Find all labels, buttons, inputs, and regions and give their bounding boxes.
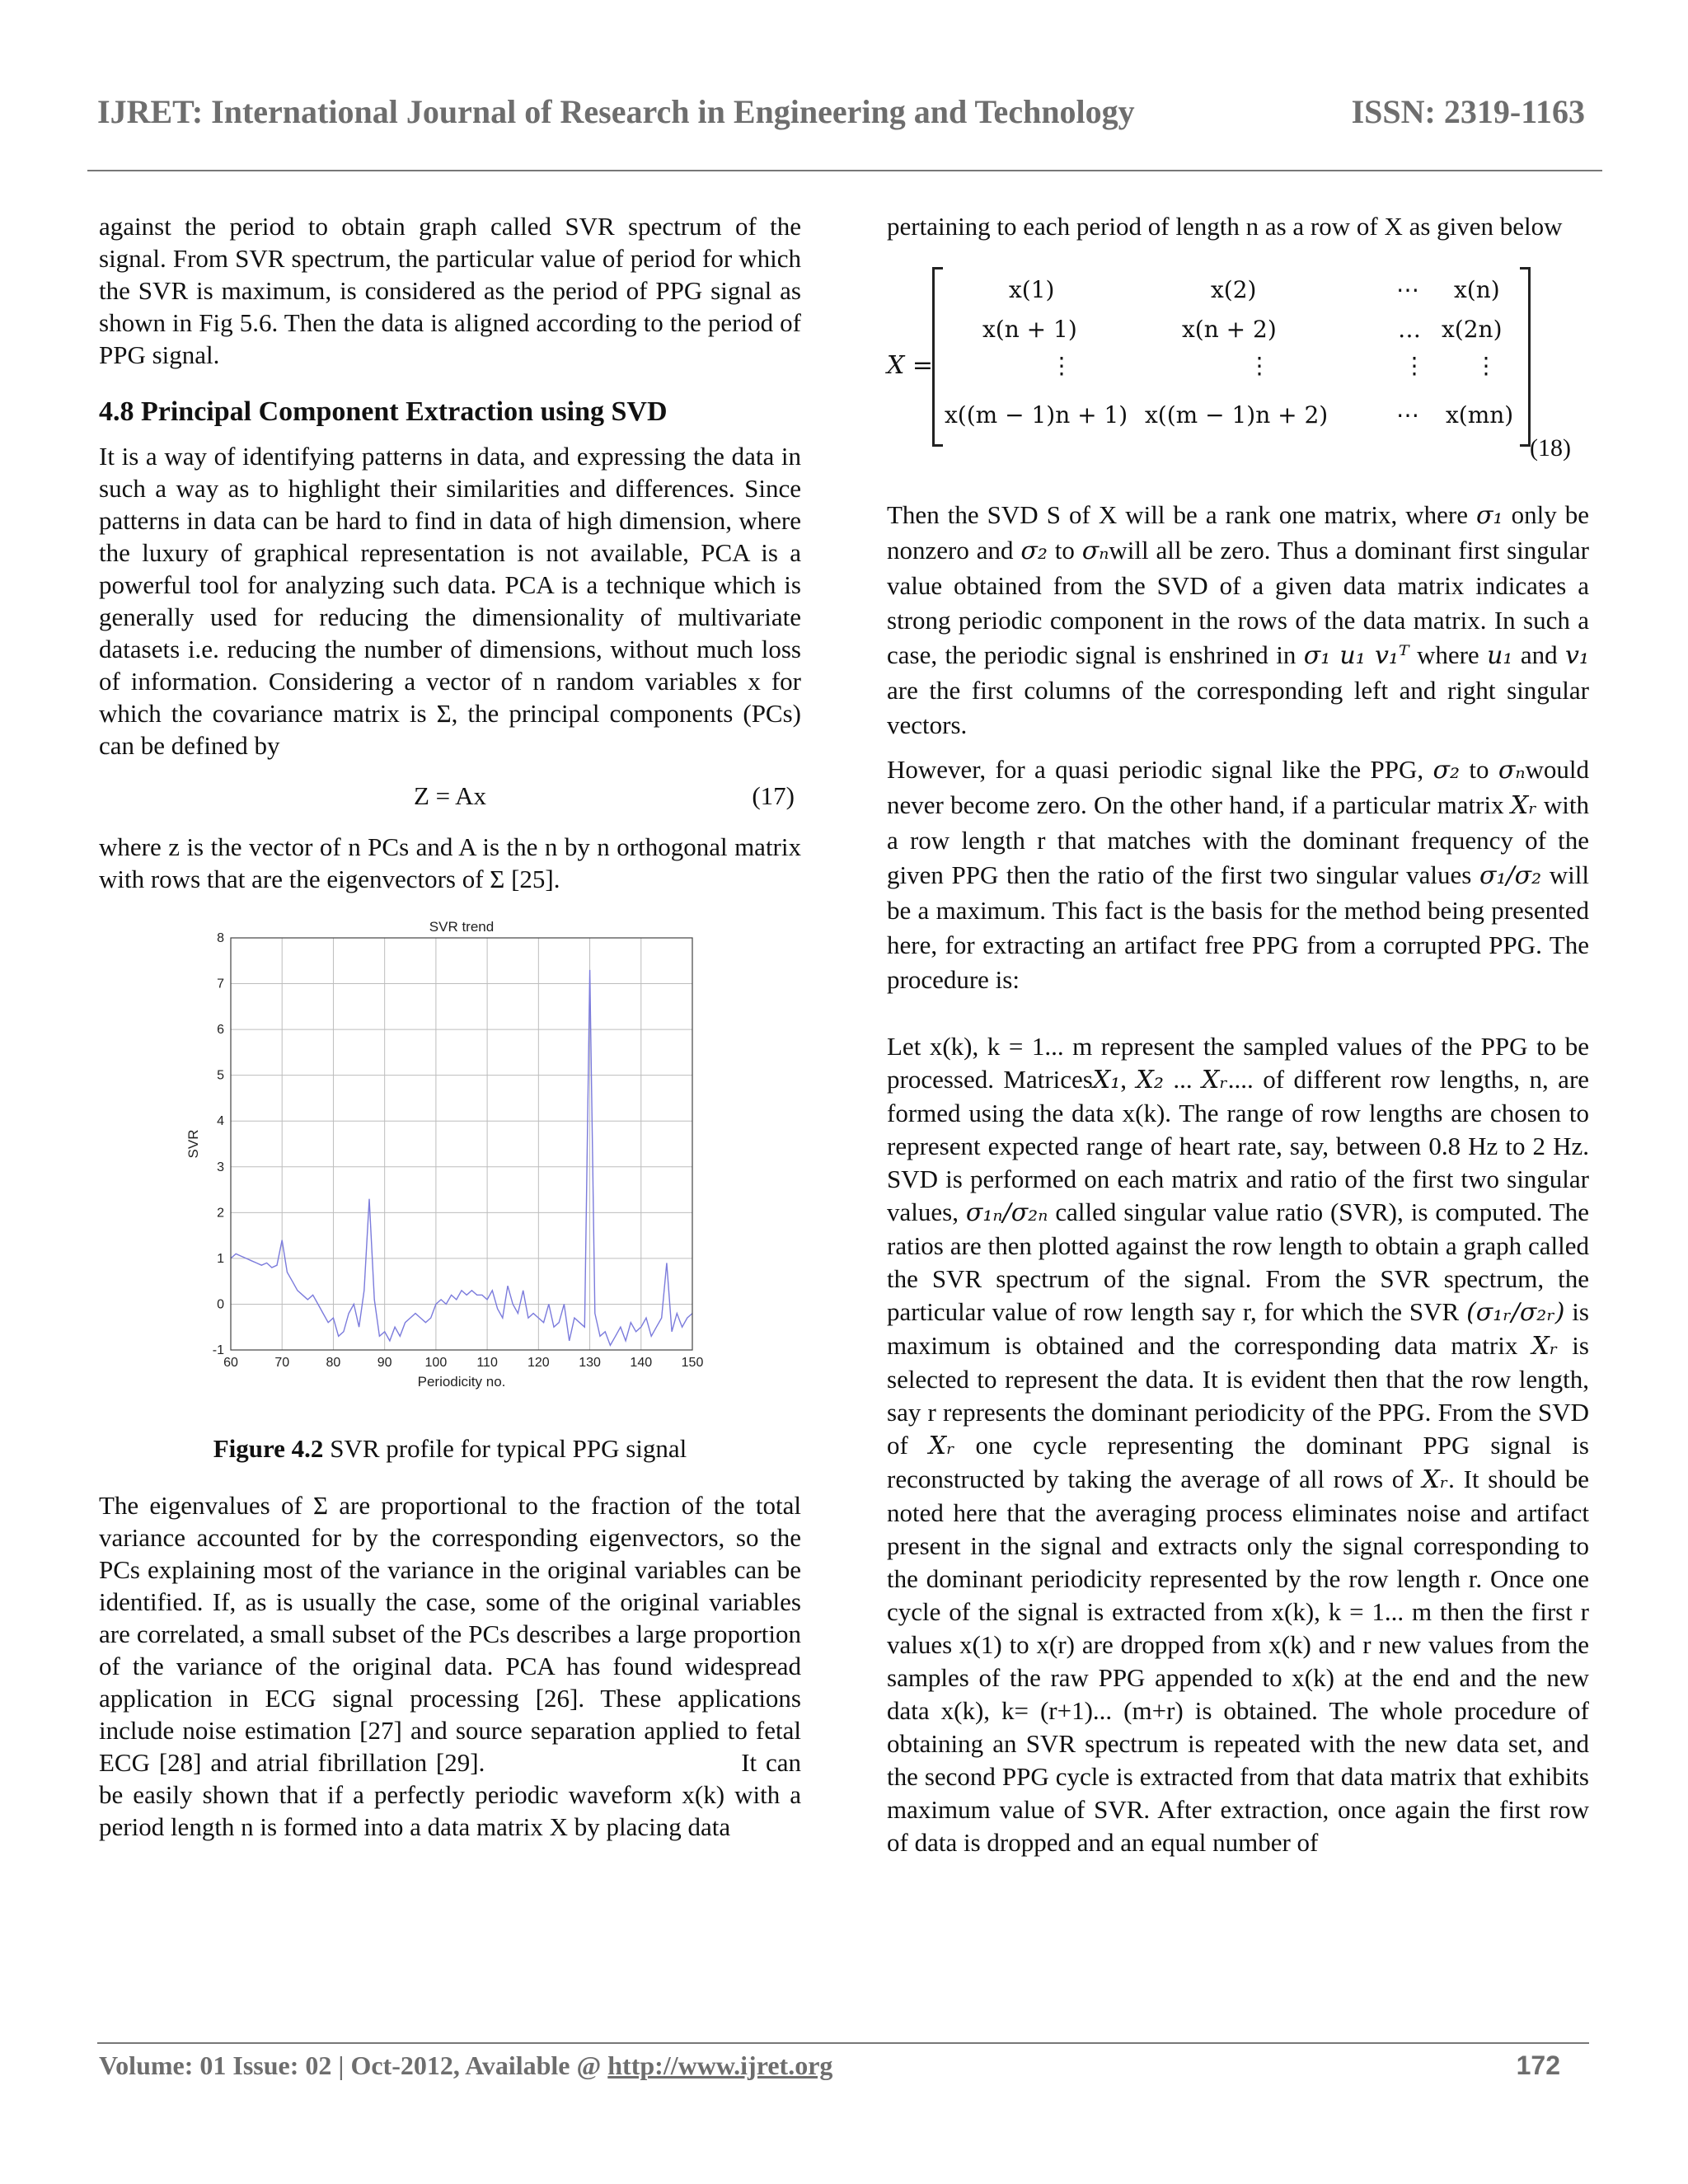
chart-x-tick-label: 130 (579, 1356, 601, 1370)
chart-x-tick-label: 100 (424, 1356, 448, 1370)
section-heading: 4.8 Principal Component Extraction using SVD (99, 396, 668, 427)
eigenvalue-paragraph (99, 1489, 801, 1843)
chart-y-tick-label: 8 (217, 931, 224, 945)
math-x1: X₁ (1092, 1066, 1121, 1094)
math-sigma2: σ₂ (1020, 537, 1048, 565)
text-run: and (1512, 640, 1566, 669)
math-xr: Xᵣ (1510, 791, 1537, 820)
math-u1: u₁ (1487, 641, 1513, 670)
text-run: .... of different row lengths, n, are formed using the data x(k). The range of row lengths are chosen to represent expected range of heart rate, say, between 0.8 Hz to 2 Hz. SVD is performed on each matrix and ratio of the first two singular values, (887, 1065, 1590, 1226)
right-column (887, 210, 1589, 1859)
chart-title: SVR trend (429, 919, 495, 935)
equation-17-body: Z = Ax (413, 781, 487, 810)
matrix-cell: x(2) (1211, 276, 1257, 303)
matrix-intro: pertaining to each period of length n as a row of X as given below (887, 212, 1563, 241)
rank-one-paragraph (887, 498, 1589, 743)
figure-caption-text: SVR profile for typical PPG signal (323, 1434, 687, 1463)
math-xr: Xᵣ (1202, 1066, 1228, 1094)
chart-x-tick-label: 70 (274, 1356, 290, 1370)
text-run: to (1047, 536, 1082, 565)
chart-y-tick-label: 7 (217, 977, 224, 991)
math-sigma1: σ₁ (1476, 501, 1503, 530)
eigenvalue-text: The eigenvalues of Σ are proportional to the fraction of the total variance accounted for by the corresponding eigenvectors, so the PCs explaining most of the variance in the original variables can be identified. If, as is usually the case, some of the original variables are correlated, a small subset of the PCs describes a large proportion of the variance of the original data. PCA has found widespread application in ECG signal processing [26]. These applications include noise estimation [27] and source separation applied to fetal ECG [28] and atrial fibrillation [29]. (99, 1491, 801, 1777)
svr-series-line (231, 970, 692, 1346)
matrix-grid (932, 267, 1531, 447)
text-run: are the first columns of the corresponding left and right singular vectors. (887, 676, 1589, 739)
text-run: is maximum is obtained and the corresponding data matrix (887, 1297, 1589, 1360)
text-run: will be a maximum. This fact is the basis for the method being presented here, for extracting an artifact free PPG from a corrupted PPG. The procedure is: (887, 860, 1589, 994)
equation-18-number: (18) (1530, 434, 1571, 462)
chart-x-tick-label: 110 (476, 1356, 498, 1370)
footer-text: Volume: 01 Issue: 02 | Oct-2012, Available @ (99, 2050, 608, 2080)
matrix-cell: x(1) (1009, 276, 1055, 303)
math-xr: Xᵣ (928, 1432, 955, 1460)
text-run: to (1459, 755, 1498, 784)
svr-chart-svg (99, 913, 801, 1408)
quasi-periodic-paragraph (887, 752, 1589, 997)
matrix-cell: ⋮ (1050, 352, 1073, 379)
text-run: one cycle representing the dominant PPG signal is reconstructed by taking the average of all rows of (887, 1431, 1589, 1493)
chart-y-label: SVR (185, 1129, 201, 1159)
chart-y-tick-label: 6 (217, 1023, 224, 1038)
chart-plot-frame (231, 938, 692, 1350)
chart-y-tick-label: 4 (217, 1114, 224, 1129)
math-x2: X₂ (1136, 1066, 1164, 1094)
intro-paragraph: against the period to obtain graph called SVR spectrum of the signal. From SVR spectrum, the particular value of period for which the SVR is maximum, is considered as the period of PPG signal as shown in Fig 5.6. Then the data is aligned according to the period of PPG signal. (99, 212, 801, 369)
matrix-cell: x((m − 1)n + 2) (1145, 401, 1329, 429)
journal-link[interactable]: http://www.ijret.org (607, 2050, 833, 2080)
text-run: would never become zero. On the other hand, if a particular matrix (887, 755, 1589, 819)
chart-y-tick-label: 2 (217, 1206, 224, 1221)
chart-y-tick-label: -1 (212, 1343, 224, 1357)
text-run: will all be zero. Thus a dominant first singular value obtained from the SVD of a given data matrix indicates a strong periodic component in the rows of the data matrix. In such a case, the periodic signal is enshrined in (887, 536, 1589, 669)
matrix-cell: ⋮ (1475, 352, 1498, 379)
procedure-paragraph (887, 1030, 1589, 1859)
footer-rule (97, 2042, 1589, 2044)
left-column (99, 210, 801, 1843)
header-rule (87, 170, 1602, 171)
math-ratio: σ₁/σ₂ (1479, 861, 1542, 890)
periodic-text: It can be easily shown that if a perfectly periodic waveform x(k) with a period length n is formed into a data matrix X by placing data (99, 1748, 801, 1841)
chart-y-tick-label: 0 (217, 1297, 224, 1312)
math-ratio-r: (σ₁ᵣ/σ₂ᵣ) (1466, 1298, 1565, 1327)
text-run: only be nonzero and (887, 500, 1589, 565)
page-number: 172 (1516, 2050, 1560, 2080)
matrix-cell: x(2n) (1442, 316, 1503, 343)
matrix-cell: ⋯ (1396, 276, 1419, 303)
chart-x-tick-label: 90 (377, 1356, 392, 1370)
matrix-cell: x(mn) (1446, 401, 1514, 429)
math-svd-term: σ₁ u₁ v₁ᵀ (1303, 641, 1409, 670)
svr-chart (99, 913, 801, 1408)
text-run: where (1409, 640, 1488, 669)
figure-caption-label: Figure 4.2 (213, 1434, 324, 1463)
text-run: is selected to represent the data. It is evident then that the row length, say r represents the dominant periodicity of the PPG. From the SVD of (887, 1331, 1589, 1460)
chart-x-tick-label: 60 (223, 1356, 238, 1370)
text-run: . It should be noted here that the averaging process eliminates noise and artifact present in the signal and extracts only the signal corresponding to the dominant periodicity represented by the row length r. Once one cycle of the signal is extracted from x(k), k = 1... m then the first r values x(1) to x(r) are dropped from x(k) and r new values from the samples of the raw PPG appended to x(k) at the end and the new data x(k), k= (r+1)... (m+r) is obtained. The whole procedure of obtaining an SVR spectrum is repeated with the new data set, and the second PPG cycle is extracted from that data matrix that exhibits maximum value of SVR. After extraction, once again the first row of data is dropped and an equal number of (887, 1465, 1589, 1857)
journal-title: IJRET: International Journal of Research in Engineering and Technology (97, 93, 1135, 130)
matrix-label: X = (887, 351, 934, 380)
text-run: Then the SVD S of X will be a rank one matrix, where (887, 500, 1477, 529)
figure-caption (99, 1432, 801, 1465)
chart-y-tick-label: 1 (217, 1251, 224, 1266)
eigenvector-paragraph: where z is the vector of n PCs and A is the n by n orthogonal matrix with rows that are the eigenvectors of Σ [25]. (99, 832, 801, 893)
math-sigman: σₙ (1498, 756, 1526, 785)
math-xr: Xᵣ (1531, 1332, 1559, 1361)
matrix-cell: ⋯ (1396, 401, 1419, 429)
text-run: However, for a quasi periodic signal like the PPG, (887, 755, 1433, 784)
math-sigma2: σ₂ (1432, 756, 1460, 785)
chart-y-tick-label: 5 (217, 1068, 224, 1083)
text-run: Let x(k), k = 1... m represent the sampled values of the PPG to be processed. Matrices (887, 1032, 1589, 1094)
issn: ISSN: 2319-1163 (1351, 93, 1585, 130)
matrix-cell: x(n + 2) (1182, 316, 1277, 343)
footer-volume (99, 2050, 832, 2081)
matrix-cell: ⋮ (1403, 352, 1426, 379)
matrix-cell: … (1398, 316, 1421, 343)
text-run: , (1120, 1065, 1137, 1094)
text-run: with a row length r that matches with the dominant frequency of the given PPG then the ratio of the first two singular values (887, 790, 1589, 889)
math-sigman: σₙ (1081, 537, 1109, 565)
matrix-cell: ⋮ (1248, 352, 1271, 379)
chart-x-tick-label: 80 (326, 1356, 341, 1370)
matrix-cell: x(n) (1454, 276, 1500, 303)
math-ratio-n: σ₁ₙ/σ₂ₙ (965, 1198, 1048, 1227)
matrix-cell: x(n + 1) (982, 316, 1077, 343)
equation-17 (99, 780, 801, 813)
chart-x-tick-label: 120 (527, 1356, 550, 1370)
matrix-cell: x((m − 1)n + 1) (945, 401, 1128, 429)
text-run: ... (1163, 1065, 1203, 1094)
chart-x-label: Periodicity no. (417, 1374, 506, 1390)
pca-paragraph: It is a way of identifying patterns in data, and expressing the data in such a way as to highlight their similarities and differences. Since patterns in data can be hard to find in data of high dimension, where the luxury of graphical representation is not available, PCA is a powerful tool for analyzing such data. PCA is a technique which is generally used for reducing the dimensionality of multivariate datasets i.e. reducing the number of dimensions, without much loss of information. Considering a vector of n random variables x for which the covariance matrix is Σ, the principal components (PCs) can be defined by (99, 442, 801, 760)
matrix-equation-18 (887, 267, 1589, 465)
math-v1: v₁ (1565, 641, 1590, 670)
math-xr: Xᵣ (1422, 1465, 1449, 1494)
chart-x-tick-label: 150 (681, 1356, 704, 1370)
text-run: called singular value ratio (SVR), is computed. The ratios are then plotted against the row length to obtain a graph called the SVR spectrum of the signal. From the SVR spectrum, the particular value of row length say r, for which the SVR (887, 1197, 1589, 1326)
equation-17-number: (17) (752, 781, 795, 810)
chart-y-tick-label: 3 (217, 1160, 224, 1174)
chart-x-tick-label: 140 (630, 1356, 653, 1370)
